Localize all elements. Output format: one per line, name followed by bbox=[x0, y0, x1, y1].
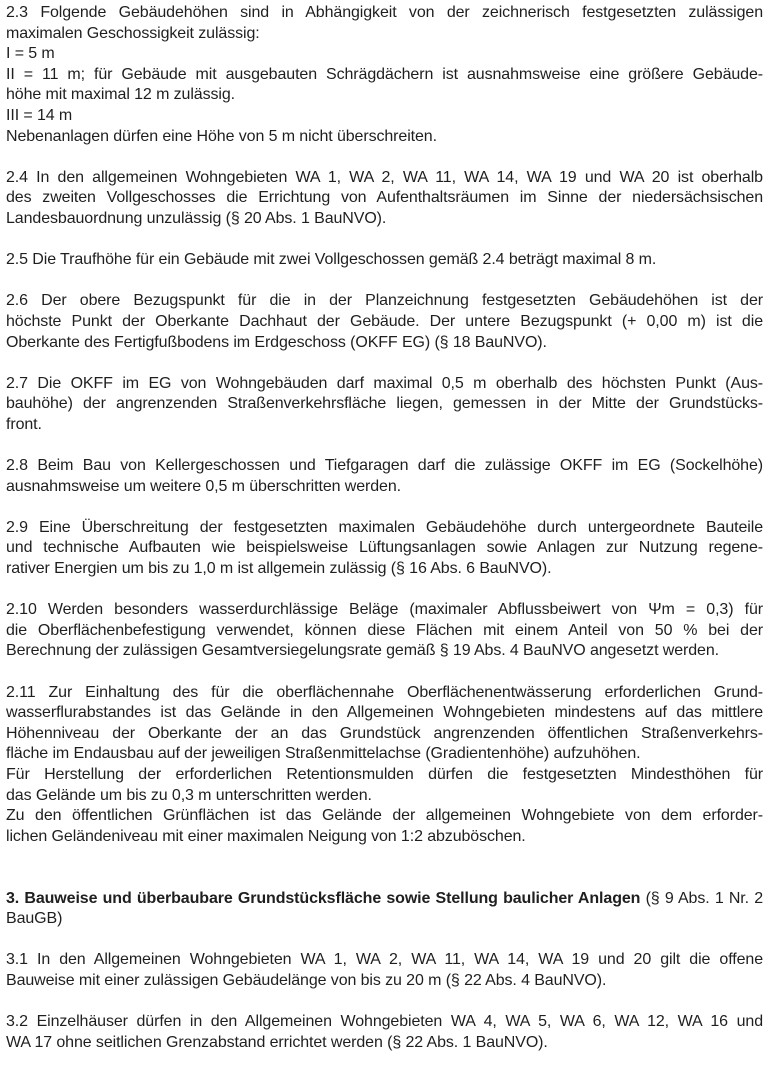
text-line: 2.5 Die Traufhöhe für ein Gebäude mit zwei Vollgeschossen gemäß 2.4 beträgt maximal 8 m. bbox=[6, 251, 657, 269]
text-line: WA 17 ohne seitlichen Grenzabstand errichtet werden (§ 22 Abs. 1 BauNVO). bbox=[6, 1033, 548, 1051]
heading-text bbox=[6, 889, 763, 930]
paragraph-2-3 bbox=[6, 3, 763, 147]
text-line: 2.6 Der obere Bezugspunkt für die in der Planzeichnung festgesetzten Gebäudehöhen ist der bbox=[6, 292, 763, 310]
paragraph-2-9 bbox=[6, 518, 763, 580]
text-line: Für Herstellung der erforderlichen Retentionsmulden dürfen die festgesetzten Mindesthöhen für bbox=[6, 765, 763, 783]
text-line: Zu den öffentlichen Grünflächen ist das Gelände der allgemeinen Wohngebiete von dem erforder- bbox=[6, 807, 763, 825]
text-line: maximalen Geschossigkeit zulässig: bbox=[6, 24, 260, 42]
text-line: wasserflurabstandes ist das Gelände in den Allgemeinen Wohngebieten mindestens auf das mittlere bbox=[6, 704, 763, 722]
paragraph-3-1 bbox=[6, 950, 763, 991]
document-body bbox=[6, 3, 763, 1053]
paragraph-2-8 bbox=[6, 456, 763, 497]
text-line: rativer Energien um bis zu 1,0 m ist allgemein zulässig (§ 16 Abs. 6 BauNVO). bbox=[6, 560, 552, 578]
text-line: front. bbox=[6, 415, 42, 433]
text-line: Landesbauordnung unzulässig (§ 20 Abs. 1 BauNVO). bbox=[6, 209, 387, 227]
text-line: II = 11 m; für Gebäude mit ausgebauten Schrägdächern ist ausnahmsweise eine größere Gebäude- bbox=[6, 65, 763, 83]
heading-title-text: 3. Bauweise und überbaubare Grundstücksfläche sowie Stellung baulicher Anlagen bbox=[6, 889, 641, 907]
text-line: und technische Aufbauten wie beispielsweise Lüftungsanlagen sowie Anlagen zur Nutzung regene- bbox=[6, 539, 763, 557]
text-line: Oberkante des Fertigfußbodens im Erdgeschoss (OKFF EG) (§ 18 BauNVO). bbox=[6, 333, 547, 351]
text-line: 2.10 Werden besonders wasserdurchlässige Beläge (maximaler Abflussbeiwert von Ψm = 0,3) für bbox=[6, 601, 763, 619]
text-line: 2.11 Zur Einhaltung des für die oberflächennahe Oberflächenentwässerung erforderlichen Grund- bbox=[6, 683, 763, 701]
text-line: I = 5 m bbox=[6, 45, 55, 63]
text-line: Nebenanlagen dürfen eine Höhe von 5 m nicht überschreiten. bbox=[6, 127, 437, 145]
text-line: 2.9 Eine Überschreitung der festgesetzten maximalen Gebäudehöhe durch untergeordnete Bauteile bbox=[6, 518, 763, 536]
paragraph-2-7 bbox=[6, 374, 763, 436]
text-line: 3.1 In den Allgemeinen Wohngebieten WA 1, WA 2, WA 11, WA 14, WA 19 und 20 gilt die offene bbox=[6, 951, 763, 969]
text-line: das Gelände um bis zu 0,3 m unterschritten werden. bbox=[6, 786, 372, 804]
text-line: ausnahmsweise um weitere 0,5 m überschritten werden. bbox=[6, 477, 401, 495]
text-line: 2.8 Beim Bau von Kellergeschossen und Tiefgaragen darf die zulässige OKFF im EG (Sockelhöhe) bbox=[6, 457, 763, 475]
text-line: III = 14 m bbox=[6, 106, 73, 124]
text-line: höchste Punkt der Oberkante Dachhaut der Gebäude. Der untere Bezugspunkt (+ 0,00 m) ist die bbox=[6, 312, 763, 330]
paragraph-2-6 bbox=[6, 291, 763, 353]
paragraph-2-11 bbox=[6, 683, 763, 848]
text-line: bauhöhe) der angrenzenden Straßenverkehrsfläche liegen, gemessen in der Mitte der Grundstücks- bbox=[6, 395, 763, 413]
section-heading-3 bbox=[6, 889, 763, 930]
text-line: Bauweise mit einer zulässigen Gebäudelänge von bis zu 20 m (§ 22 Abs. 4 BauNVO). bbox=[6, 971, 607, 989]
text-line: Berechnung der zulässigen Gesamtversiegelungsrate gemäß § 19 Abs. 4 BauNVO angesetzt werden. bbox=[6, 642, 719, 660]
text-line: höhe mit maximal 12 m zulässig. bbox=[6, 86, 235, 104]
text-line: fläche im Endausbau auf der jeweiligen Straßenmittelachse (Gradientenhöhe) aufzuhöhen. bbox=[6, 745, 641, 763]
paragraph-3-2 bbox=[6, 1012, 763, 1053]
text-line: 2.4 In den allgemeinen Wohngebieten WA 1, WA 2, WA 11, WA 14, WA 19 und WA 20 ist oberhalb bbox=[6, 168, 763, 186]
paragraph-2-4 bbox=[6, 168, 763, 230]
text-line: 3.2 Einzelhäuser dürfen in den Allgemeinen Wohngebieten WA 4, WA 5, WA 6, WA 12, WA 16 und bbox=[6, 1013, 763, 1031]
text-line: Höhenniveau der Oberkante der an das Grundstück angrenzenden öffentlichen Straßenverkehrs- bbox=[6, 724, 763, 742]
text-line: des zweiten Vollgeschosses die Errichtung von Aufenthaltsräumen im Sinne der niedersächsischen bbox=[6, 189, 763, 207]
text-line: die Oberflächenbefestigung verwendet, können diese Flächen mit einem Anteil von 50 % bei der bbox=[6, 621, 763, 639]
paragraph-2-5 bbox=[6, 250, 763, 271]
text-line: lichen Geländeniveau mit einer maximalen Neigung von 1:2 abzuböschen. bbox=[6, 827, 526, 845]
paragraph-2-10 bbox=[6, 600, 763, 662]
text-line: 2.3 Folgende Gebäudehöhen sind in Abhängigkeit von der zeichnerisch festgesetzten zulässigen bbox=[6, 4, 763, 21]
text-line: 2.7 Die OKFF im EG von Wohngebäuden darf maximal 0,5 m oberhalb des höchsten Punkt (Aus- bbox=[6, 374, 763, 392]
heading-legal-reference: (§ 9 Abs. 1 Nr. 2 BauGB) bbox=[6, 889, 763, 928]
